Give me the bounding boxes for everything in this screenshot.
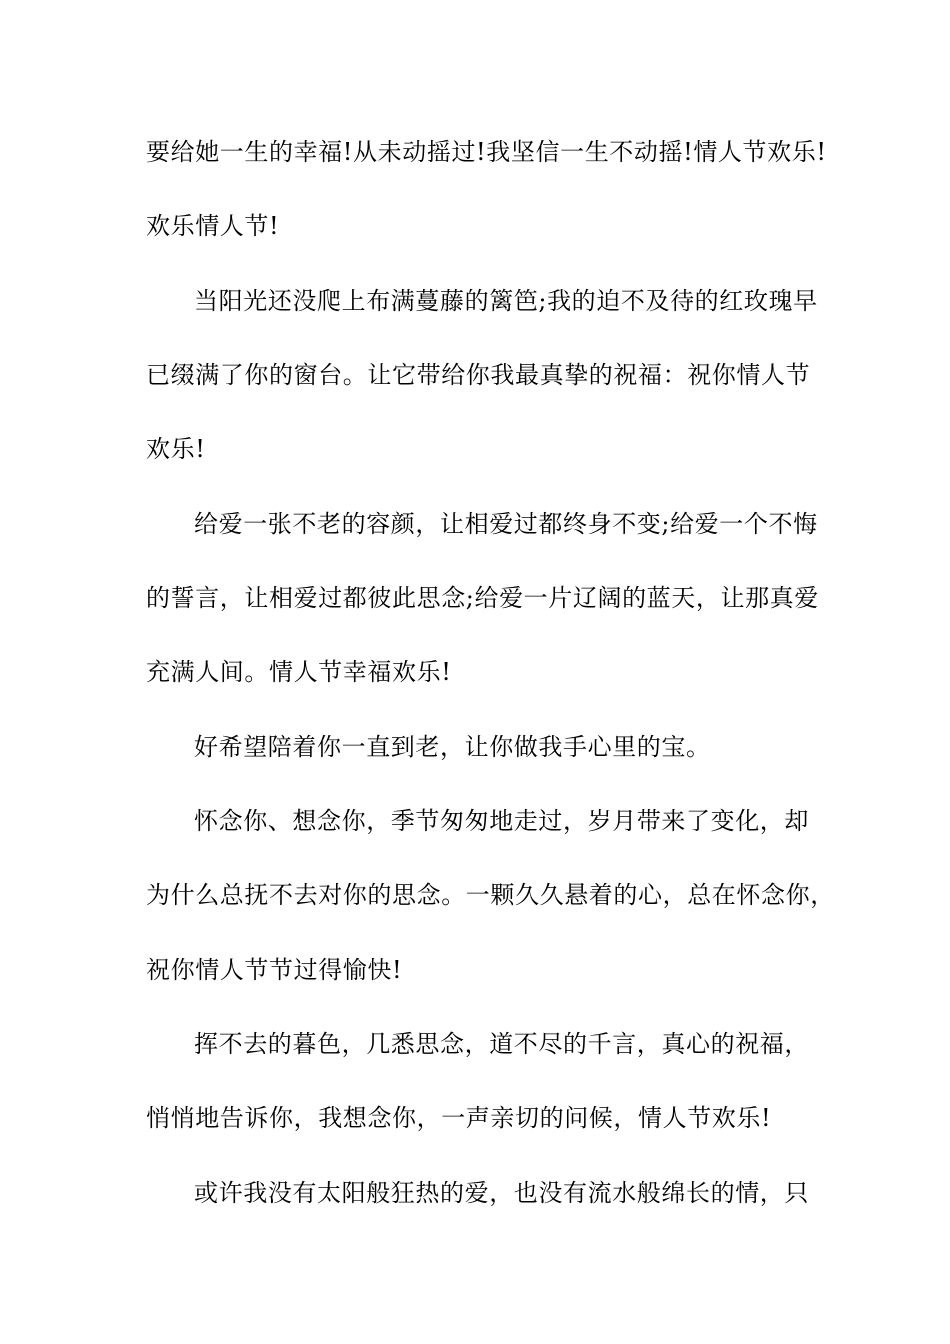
text-line: 祝你情人节节过得愉快! bbox=[146, 956, 403, 984]
text-line: 为什么总抚不去对你的思念。一颗久久悬着的心，总在怀念你， bbox=[146, 881, 835, 909]
text-line: 或许我没有太阳般狂热的爱，也没有流水般绵长的情，只 bbox=[194, 1179, 809, 1207]
text-line: 的誓言，让相爱过都彼此思念;给爱一片辽阔的蓝天，让那真爱 bbox=[146, 584, 819, 612]
text-line: 欢乐! bbox=[146, 435, 206, 463]
text-line: 充满人间。情人节幸福欢乐! bbox=[146, 658, 452, 686]
text-line: 欢乐情人节! bbox=[146, 212, 280, 240]
text-line: 挥不去的暮色，几悉思念，道不尽的千言，真心的祝福， bbox=[194, 1030, 809, 1058]
text-line: 给爱一张不老的容颜，让相爱过都终身不变;给爱一个不悔 bbox=[194, 510, 818, 538]
text-line: 已缀满了你的窗台。让它带给你我最真挚的祝福：祝你情人节 bbox=[146, 361, 811, 389]
text-line: 怀念你、想念你，季节匆匆地走过，岁月带来了变化，却 bbox=[194, 807, 809, 835]
text-line: 当阳光还没爬上布满蔓藤的篱笆;我的迫不及待的红玫瑰早 bbox=[194, 287, 818, 315]
text-line: 要给她一生的幸福!从未动摇过!我坚信一生不动摇!情人节欢乐! bbox=[146, 138, 827, 166]
text-line: 悄悄地告诉你，我想念你，一声亲切的问候，情人节欢乐! bbox=[146, 1104, 772, 1132]
text-line: 好希望陪着你一直到老，让你做我手心里的宝。 bbox=[194, 733, 711, 761]
